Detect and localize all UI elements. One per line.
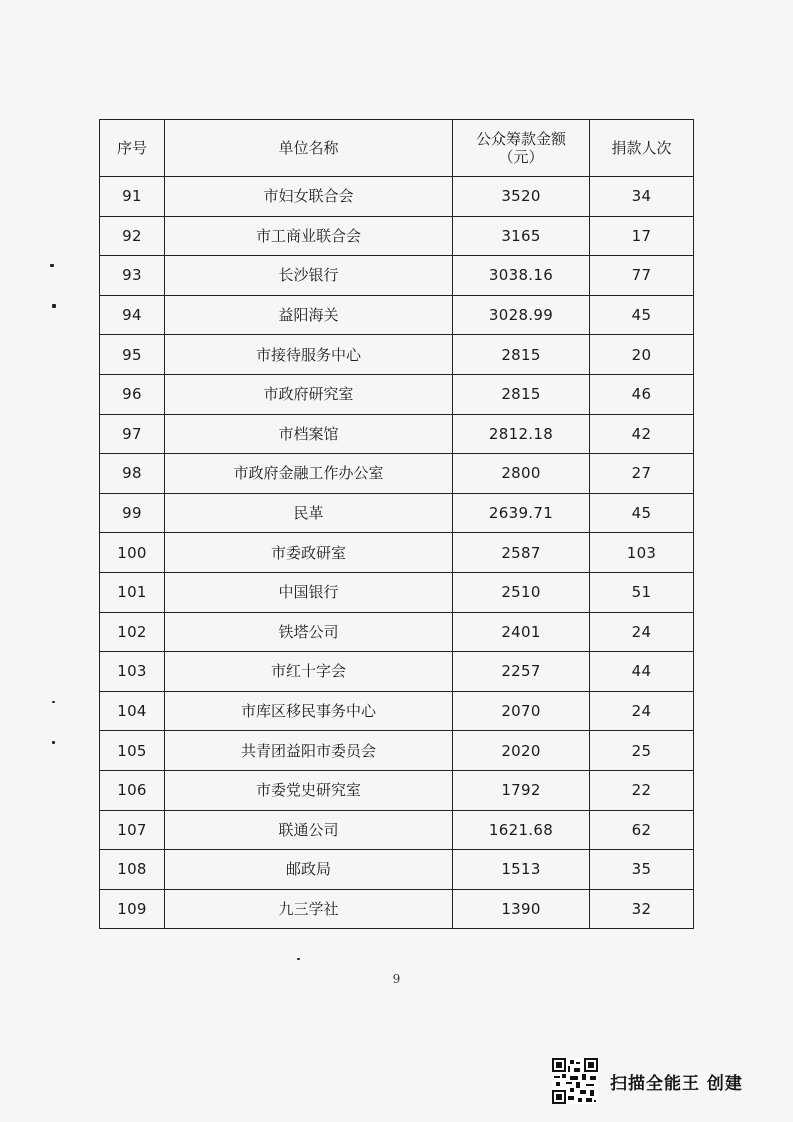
cell-seq: 93	[100, 256, 165, 296]
table-row	[100, 572, 694, 612]
cell-unit-name: 九三学社	[165, 889, 453, 929]
cell-seq: 102	[100, 612, 165, 652]
cell-unit-name: 市政府研究室	[165, 374, 453, 414]
table-row	[100, 889, 694, 929]
table-row	[100, 533, 694, 573]
cell-unit-name: 长沙银行	[165, 256, 453, 296]
cell-count: 25	[590, 731, 694, 771]
header-seq: 序号	[100, 120, 165, 177]
cell-unit-name: 联通公司	[165, 810, 453, 850]
cell-unit-name: 市红十字会	[165, 652, 453, 692]
cell-amount: 2510	[453, 572, 590, 612]
cell-count: 46	[590, 374, 694, 414]
table-row	[100, 850, 694, 890]
cell-seq: 99	[100, 493, 165, 533]
table-row	[100, 810, 694, 850]
cell-seq: 97	[100, 414, 165, 454]
table-row	[100, 731, 694, 771]
cell-seq: 94	[100, 295, 165, 335]
cell-seq: 101	[100, 572, 165, 612]
cell-unit-name: 共青团益阳市委员会	[165, 731, 453, 771]
cell-amount: 2800	[453, 454, 590, 494]
table-body	[100, 177, 694, 929]
table-row	[100, 256, 694, 296]
cell-unit-name: 市档案馆	[165, 414, 453, 454]
cell-amount: 2401	[453, 612, 590, 652]
cell-unit-name: 中国银行	[165, 572, 453, 612]
cell-unit-name: 市工商业联合会	[165, 216, 453, 256]
cell-unit-name: 市政府金融工作办公室	[165, 454, 453, 494]
cell-unit-name: 益阳海关	[165, 295, 453, 335]
cell-count: 42	[590, 414, 694, 454]
cell-amount: 1792	[453, 770, 590, 810]
header-amount-line2: （元）	[498, 148, 544, 166]
cell-amount: 2815	[453, 335, 590, 375]
table-row	[100, 295, 694, 335]
cell-amount: 3520	[453, 177, 590, 217]
header-amount	[453, 120, 590, 177]
table-row	[100, 335, 694, 375]
table-row	[100, 374, 694, 414]
table-row	[100, 177, 694, 217]
table-row	[100, 216, 694, 256]
cell-amount: 2070	[453, 691, 590, 731]
page-number: 9	[392, 972, 401, 986]
cell-seq: 95	[100, 335, 165, 375]
cell-amount: 2257	[453, 652, 590, 692]
scan-speck	[52, 701, 55, 703]
scan-speck	[52, 304, 56, 308]
cell-amount: 2815	[453, 374, 590, 414]
cell-unit-name: 民革	[165, 493, 453, 533]
cell-count: 22	[590, 770, 694, 810]
header-amount-line1: 公众筹款金额	[475, 130, 566, 148]
cell-unit-name: 铁塔公司	[165, 612, 453, 652]
cell-seq: 92	[100, 216, 165, 256]
scan-speck	[50, 264, 54, 267]
cell-unit-name: 市接待服务中心	[165, 335, 453, 375]
table-row	[100, 414, 694, 454]
cell-unit-name: 市委政研室	[165, 533, 453, 573]
cell-seq: 104	[100, 691, 165, 731]
cell-count: 34	[590, 177, 694, 217]
cell-count: 24	[590, 612, 694, 652]
cell-unit-name: 市库区移民事务中心	[165, 691, 453, 731]
cell-count: 44	[590, 652, 694, 692]
cell-seq: 100	[100, 533, 165, 573]
cell-amount: 3165	[453, 216, 590, 256]
qr-code-icon	[552, 1058, 598, 1104]
cell-count: 45	[590, 493, 694, 533]
cell-amount: 3028.99	[453, 295, 590, 335]
table-row	[100, 612, 694, 652]
cell-seq: 105	[100, 731, 165, 771]
donation-table	[99, 119, 694, 929]
cell-amount: 2812.18	[453, 414, 590, 454]
cell-count: 20	[590, 335, 694, 375]
cell-count: 17	[590, 216, 694, 256]
cell-seq: 108	[100, 850, 165, 890]
watermark-text: 扫描全能王 创建	[610, 1073, 743, 1094]
cell-amount: 2587	[453, 533, 590, 573]
cell-amount: 2639.71	[453, 493, 590, 533]
table-header-row	[100, 120, 694, 177]
cell-count: 24	[590, 691, 694, 731]
cell-amount: 1513	[453, 850, 590, 890]
cell-count: 62	[590, 810, 694, 850]
cell-count: 51	[590, 572, 694, 612]
cell-unit-name: 市委党史研究室	[165, 770, 453, 810]
cell-seq: 91	[100, 177, 165, 217]
header-count: 捐款人次	[590, 120, 694, 177]
scan-speck	[297, 958, 300, 960]
table-row	[100, 454, 694, 494]
cell-seq: 106	[100, 770, 165, 810]
cell-count: 77	[590, 256, 694, 296]
scan-speck	[52, 741, 55, 744]
cell-amount: 3038.16	[453, 256, 590, 296]
table-row	[100, 652, 694, 692]
cell-amount: 1621.68	[453, 810, 590, 850]
cell-count: 27	[590, 454, 694, 494]
scanner-watermark	[552, 1058, 743, 1104]
cell-amount: 2020	[453, 731, 590, 771]
cell-seq: 98	[100, 454, 165, 494]
cell-seq: 109	[100, 889, 165, 929]
cell-seq: 96	[100, 374, 165, 414]
cell-amount: 1390	[453, 889, 590, 929]
header-name: 单位名称	[165, 120, 453, 177]
cell-unit-name: 邮政局	[165, 850, 453, 890]
cell-seq: 103	[100, 652, 165, 692]
table-row	[100, 493, 694, 533]
cell-seq: 107	[100, 810, 165, 850]
table-row	[100, 691, 694, 731]
cell-count: 35	[590, 850, 694, 890]
cell-count: 45	[590, 295, 694, 335]
cell-count: 32	[590, 889, 694, 929]
table-row	[100, 770, 694, 810]
cell-unit-name: 市妇女联合会	[165, 177, 453, 217]
cell-count: 103	[590, 533, 694, 573]
